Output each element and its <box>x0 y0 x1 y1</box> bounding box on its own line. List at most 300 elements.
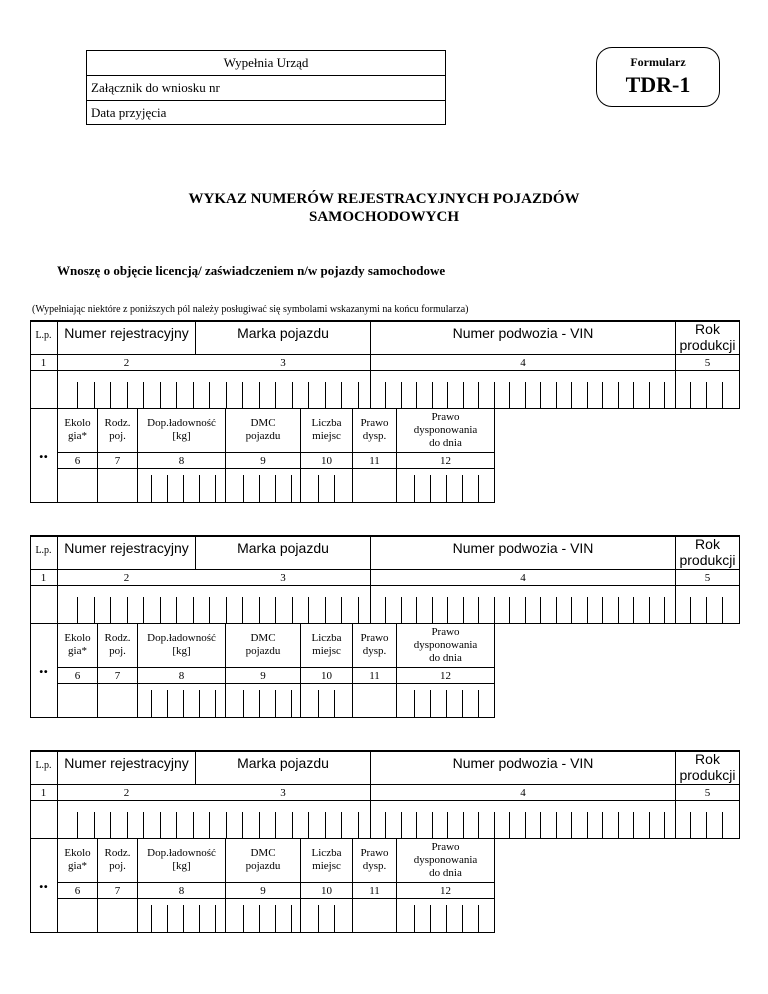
vehicle-kind-header-line: poj. <box>109 645 126 657</box>
vehicle-block <box>30 535 740 718</box>
char-box-divider <box>385 597 386 623</box>
vehicle-block <box>30 750 740 933</box>
char-box-divider <box>334 690 335 718</box>
col-num-5 <box>676 787 739 799</box>
char-box-divider <box>525 812 526 838</box>
load-capacity-header-line: Dop.ładowność <box>147 417 216 429</box>
char-box-divider <box>151 475 152 503</box>
vin-header-text: Numer podwozia - VIN <box>452 325 594 341</box>
col-num-12 <box>397 455 494 467</box>
ecology-header-line: Ekolo <box>64 632 91 644</box>
char-box-divider <box>291 475 292 503</box>
char-box-divider <box>358 597 359 623</box>
char-box-divider <box>110 597 111 623</box>
char-box-divider <box>77 812 78 838</box>
char-box-divider <box>325 597 326 623</box>
disposal-until-line: dysponowania <box>413 424 478 436</box>
title-line-1: WYKAZ NUMERÓW REJESTRACYJNYCH POJAZDÓW <box>188 191 580 207</box>
disposal-until-line: dysponowania <box>413 639 478 651</box>
char-box-divider <box>160 382 161 408</box>
char-box-divider <box>176 382 177 408</box>
char-box-divider <box>160 812 161 838</box>
char-box-divider <box>77 382 78 408</box>
char-box-divider <box>275 475 276 503</box>
brand-header-text: Marka pojazdu <box>237 540 329 556</box>
reg-number-header <box>58 757 195 775</box>
char-box-divider <box>325 382 326 408</box>
char-box-divider <box>243 475 244 503</box>
col-num-11 <box>353 885 396 897</box>
year-header-line: produkcji <box>679 767 736 783</box>
continuation-dots <box>30 657 57 677</box>
char-box-divider <box>199 905 200 933</box>
continuation-dots <box>30 442 57 462</box>
year-header-line: Rok <box>695 321 720 337</box>
char-box-divider <box>430 690 431 718</box>
col-num-2-text: 2 <box>123 787 130 799</box>
col-num-12-text: 12 <box>440 670 451 682</box>
char-box-divider <box>176 597 177 623</box>
title-line-2: SAMOCHODOWYCH <box>309 209 459 225</box>
col-num-6 <box>58 455 97 467</box>
dmc-header-line: pojazdu <box>245 430 281 442</box>
char-box-divider <box>416 812 417 838</box>
char-box-divider <box>706 812 707 838</box>
char-box-divider <box>334 475 335 503</box>
vehicle-kind-header-line: poj. <box>109 860 126 872</box>
char-box-divider <box>341 812 342 838</box>
brand-header <box>196 757 370 775</box>
vehicle-kind-header <box>98 632 137 658</box>
brand-header-text: Marka pojazdu <box>237 755 329 771</box>
char-box-divider <box>259 382 260 408</box>
char-box-divider <box>602 597 603 623</box>
disposal-until-line: do dnia <box>429 867 462 879</box>
ecology-header <box>58 632 97 658</box>
char-box-divider <box>416 382 417 408</box>
char-box-divider <box>401 597 402 623</box>
char-box-divider <box>664 382 665 408</box>
vehicle-kind-header-line: Rodz. <box>104 632 131 644</box>
char-box-divider <box>127 382 128 408</box>
char-box-divider <box>447 382 448 408</box>
char-box-divider <box>94 812 95 838</box>
dmc-header-line: DMC <box>250 632 276 644</box>
col-num-3-text: 3 <box>280 572 286 584</box>
char-box-divider <box>430 905 431 933</box>
disposal-right-header-line: dysp. <box>362 645 387 657</box>
disposal-until-line: do dnia <box>429 437 462 449</box>
col-num-2-text: 2 <box>123 572 130 584</box>
seats-header-line: miejsc <box>312 645 341 657</box>
char-box-divider <box>416 597 417 623</box>
char-box-divider <box>722 597 723 623</box>
char-box-divider <box>446 690 447 718</box>
char-box-divider <box>183 690 184 718</box>
col-num-7 <box>98 455 137 467</box>
disposal-until-header <box>397 411 494 450</box>
char-box-divider <box>509 597 510 623</box>
char-box-divider <box>432 812 433 838</box>
col-num-3 <box>196 572 370 584</box>
rule <box>30 354 740 355</box>
char-box-divider <box>494 812 495 838</box>
char-box-divider <box>385 812 386 838</box>
col-num-8 <box>138 455 225 467</box>
char-box-divider <box>215 905 216 933</box>
char-box-divider <box>463 812 464 838</box>
char-box-divider <box>275 905 276 933</box>
continuation-dots <box>30 872 57 892</box>
char-box-divider <box>478 812 479 838</box>
year-header-line: produkcji <box>679 337 736 353</box>
disposal-until-line: Prawo <box>431 841 460 853</box>
col-num-8-text: 8 <box>178 455 185 467</box>
char-box-divider <box>167 475 168 503</box>
col-num-4-text: 4 <box>520 572 526 584</box>
ecology-header <box>58 847 97 873</box>
char-box-divider <box>292 382 293 408</box>
char-box-divider <box>259 812 260 838</box>
char-box-divider <box>275 597 276 623</box>
year-header-line: Rok <box>695 536 720 552</box>
char-box-divider <box>291 905 292 933</box>
rule <box>57 452 494 453</box>
char-box-divider <box>193 382 194 408</box>
col-num-6 <box>58 670 97 682</box>
char-box-divider <box>690 382 691 408</box>
brand-header-text: Marka pojazdu <box>237 325 329 341</box>
disposal-right-header-line: dysp. <box>362 430 387 442</box>
request-statement: Wnoszę o objęcie licencją/ zaświadczeniem n/w pojazdy samochodowe <box>57 263 446 278</box>
col-num-5 <box>676 357 739 369</box>
char-box-divider <box>110 812 111 838</box>
year-header <box>676 536 739 568</box>
col-num-11-text: 11 <box>369 885 380 897</box>
office-use-box <box>86 50 446 125</box>
char-box-divider <box>183 905 184 933</box>
col-num-2 <box>58 357 195 369</box>
char-box-divider <box>478 690 479 718</box>
char-box-divider <box>706 382 707 408</box>
char-box-divider <box>193 812 194 838</box>
col-num-8 <box>138 885 225 897</box>
char-box-divider <box>209 382 210 408</box>
char-box-divider <box>463 597 464 623</box>
char-box-divider <box>432 382 433 408</box>
attachment-field[interactable]: Załącznik do wniosku nr <box>87 76 445 101</box>
lp-header <box>30 760 57 774</box>
char-box-divider <box>259 690 260 718</box>
char-box-divider <box>509 812 510 838</box>
char-box-divider <box>430 475 431 503</box>
rule <box>739 320 740 409</box>
col-num-8 <box>138 670 225 682</box>
col-num-10-text: 10 <box>321 455 332 467</box>
vehicle-kind-header-line: Rodz. <box>104 847 131 859</box>
rule <box>30 535 31 718</box>
year-header-line: Rok <box>695 751 720 767</box>
char-box-divider <box>291 690 292 718</box>
disposal-right-header <box>353 417 396 443</box>
char-box-divider <box>556 597 557 623</box>
char-box-divider <box>275 382 276 408</box>
col-num-2-text: 2 <box>123 357 130 369</box>
char-box-divider <box>77 597 78 623</box>
disposal-until-line: Prawo <box>431 411 460 423</box>
disposal-right-header-line: Prawo <box>360 847 389 859</box>
char-box-divider <box>633 382 634 408</box>
col-num-4-text: 4 <box>520 357 526 369</box>
char-box-divider <box>478 475 479 503</box>
col-num-9-text: 9 <box>260 885 266 897</box>
rule <box>30 569 740 570</box>
col-num-4-text: 4 <box>520 787 526 799</box>
col-num-7-text: 7 <box>114 670 121 682</box>
char-box-divider <box>325 812 326 838</box>
char-box-divider <box>571 597 572 623</box>
char-box-divider <box>602 812 603 838</box>
dmc-header-line: DMC <box>250 847 276 859</box>
rule <box>57 898 494 899</box>
col-num-1-text: 1 <box>40 787 47 799</box>
char-box-divider <box>259 475 260 503</box>
lp-header <box>30 330 57 344</box>
ecology-header-line: gia* <box>68 430 87 442</box>
form-id-box <box>596 47 720 107</box>
col-num-9 <box>226 455 300 467</box>
rule <box>30 585 740 586</box>
char-box-divider <box>318 475 319 503</box>
date-received-field[interactable]: Data przyjęcia <box>91 105 167 120</box>
col-num-1 <box>30 357 57 369</box>
seats-header <box>301 632 352 658</box>
char-box-divider <box>308 382 309 408</box>
col-num-6 <box>58 885 97 897</box>
ecology-header-line: Ekolo <box>64 847 91 859</box>
vin-header-text: Numer podwozia - VIN <box>452 755 594 771</box>
char-box-divider <box>463 382 464 408</box>
char-box-divider <box>275 690 276 718</box>
ecology-header-line: gia* <box>68 860 87 872</box>
vehicle-kind-header <box>98 417 137 443</box>
col-num-4 <box>371 572 675 584</box>
disposal-right-header <box>353 847 396 873</box>
char-box-divider <box>308 812 309 838</box>
continuation-dots-text: .. <box>39 442 48 462</box>
char-box-divider <box>358 382 359 408</box>
col-num-12-text: 12 <box>440 885 451 897</box>
char-box-divider <box>226 812 227 838</box>
rule <box>57 468 494 469</box>
char-box-divider <box>618 597 619 623</box>
col-num-11 <box>353 455 396 467</box>
char-box-divider <box>94 382 95 408</box>
col-num-2 <box>58 787 195 799</box>
char-box-divider <box>618 382 619 408</box>
char-box-divider <box>602 382 603 408</box>
load-capacity-header-line: Dop.ładowność <box>147 632 216 644</box>
rule <box>57 683 494 684</box>
rule <box>57 882 494 883</box>
char-box-divider <box>462 905 463 933</box>
char-box-divider <box>341 597 342 623</box>
char-box-divider <box>664 597 665 623</box>
char-box-divider <box>226 382 227 408</box>
char-box-divider <box>401 382 402 408</box>
vin-header-text: Numer podwozia - VIN <box>452 540 594 556</box>
col-num-3 <box>196 787 370 799</box>
vehicle-kind-header-line: Rodz. <box>104 417 131 429</box>
vehicle-block <box>30 320 740 503</box>
char-box-divider <box>318 690 319 718</box>
char-box-divider <box>385 382 386 408</box>
char-box-divider <box>664 812 665 838</box>
char-box-divider <box>243 690 244 718</box>
col-num-11 <box>353 670 396 682</box>
col-num-4 <box>371 787 675 799</box>
col-num-8-text: 8 <box>178 670 185 682</box>
disposal-right-header-line: Prawo <box>360 632 389 644</box>
col-num-8-text: 8 <box>178 885 185 897</box>
char-box-divider <box>447 812 448 838</box>
char-box-divider <box>143 597 144 623</box>
disposal-until-line: do dnia <box>429 652 462 664</box>
char-box-divider <box>292 597 293 623</box>
col-num-6-text: 6 <box>74 885 81 897</box>
rule <box>494 838 495 933</box>
lp-header-text: L.p. <box>35 330 52 341</box>
col-num-5-text: 5 <box>704 572 711 584</box>
char-box-divider <box>706 597 707 623</box>
vin-header <box>371 757 675 775</box>
char-box-divider <box>259 597 260 623</box>
char-box-divider <box>193 597 194 623</box>
vin-header <box>371 542 675 560</box>
char-box-divider <box>110 382 111 408</box>
col-num-9-text: 9 <box>260 670 266 682</box>
char-box-divider <box>509 382 510 408</box>
char-box-divider <box>446 475 447 503</box>
load-capacity-header-line: [kg] <box>172 430 191 442</box>
col-num-9 <box>226 670 300 682</box>
char-box-divider <box>478 382 479 408</box>
rule <box>30 502 494 503</box>
char-box-divider <box>308 597 309 623</box>
disposal-until-line: Prawo <box>431 626 460 638</box>
dmc-header <box>226 847 300 873</box>
char-box-divider <box>494 597 495 623</box>
char-box-divider <box>540 382 541 408</box>
col-num-9 <box>226 885 300 897</box>
col-num-4 <box>371 357 675 369</box>
col-num-12 <box>397 670 494 682</box>
char-box-divider <box>633 597 634 623</box>
rule <box>30 370 740 371</box>
col-num-3-text: 3 <box>280 787 286 799</box>
char-box-divider <box>649 812 650 838</box>
col-num-12-text: 12 <box>440 455 451 467</box>
disposal-right-header <box>353 632 396 658</box>
col-num-12 <box>397 885 494 897</box>
char-box-divider <box>226 597 227 623</box>
ecology-header-line: gia* <box>68 645 87 657</box>
col-num-3 <box>196 357 370 369</box>
char-box-divider <box>446 905 447 933</box>
continuation-dots-text: .. <box>39 872 48 892</box>
lp-header <box>30 545 57 559</box>
char-box-divider <box>334 905 335 933</box>
reg-number-header <box>58 542 195 560</box>
char-box-divider <box>127 597 128 623</box>
col-num-10 <box>301 885 352 897</box>
vin-header <box>371 327 675 345</box>
char-box-divider <box>587 382 588 408</box>
char-box-divider <box>275 812 276 838</box>
char-box-divider <box>587 812 588 838</box>
seats-header-line: miejsc <box>312 430 341 442</box>
char-box-divider <box>401 812 402 838</box>
char-box-divider <box>525 597 526 623</box>
brand-header <box>196 542 370 560</box>
col-num-5 <box>676 572 739 584</box>
char-box-divider <box>143 812 144 838</box>
col-num-10 <box>301 670 352 682</box>
disposal-until-header <box>397 841 494 880</box>
ecology-header <box>58 417 97 443</box>
char-box-divider <box>462 475 463 503</box>
rule <box>739 535 740 624</box>
dmc-header-line: pojazdu <box>245 860 281 872</box>
col-num-5-text: 5 <box>704 357 711 369</box>
char-box-divider <box>176 812 177 838</box>
char-box-divider <box>432 597 433 623</box>
ecology-header-line: Ekolo <box>64 417 91 429</box>
col-num-7 <box>98 670 137 682</box>
char-box-divider <box>183 475 184 503</box>
char-box-divider <box>690 812 691 838</box>
load-capacity-header <box>138 847 225 873</box>
char-box-divider <box>318 905 319 933</box>
dmc-header-line: DMC <box>250 417 276 429</box>
load-capacity-header-line: [kg] <box>172 860 191 872</box>
rule <box>30 750 31 933</box>
char-box-divider <box>494 382 495 408</box>
dmc-header <box>226 632 300 658</box>
char-box-divider <box>571 812 572 838</box>
char-box-divider <box>414 690 415 718</box>
year-header <box>676 751 739 783</box>
char-box-divider <box>447 597 448 623</box>
load-capacity-header <box>138 417 225 443</box>
char-box-divider <box>199 475 200 503</box>
char-box-divider <box>209 812 210 838</box>
char-box-divider <box>209 597 210 623</box>
col-num-10 <box>301 455 352 467</box>
reg-number-header <box>58 327 195 345</box>
char-box-divider <box>259 905 260 933</box>
col-num-1-text: 1 <box>40 572 47 584</box>
load-capacity-header-line: Dop.ładowność <box>147 847 216 859</box>
char-box-divider <box>587 597 588 623</box>
char-box-divider <box>143 382 144 408</box>
rule <box>57 667 494 668</box>
char-box-divider <box>462 690 463 718</box>
reg-number-header-text: Numer rejestracyjny <box>64 325 189 341</box>
rule <box>30 717 494 718</box>
rule <box>30 750 740 752</box>
col-num-1 <box>30 572 57 584</box>
